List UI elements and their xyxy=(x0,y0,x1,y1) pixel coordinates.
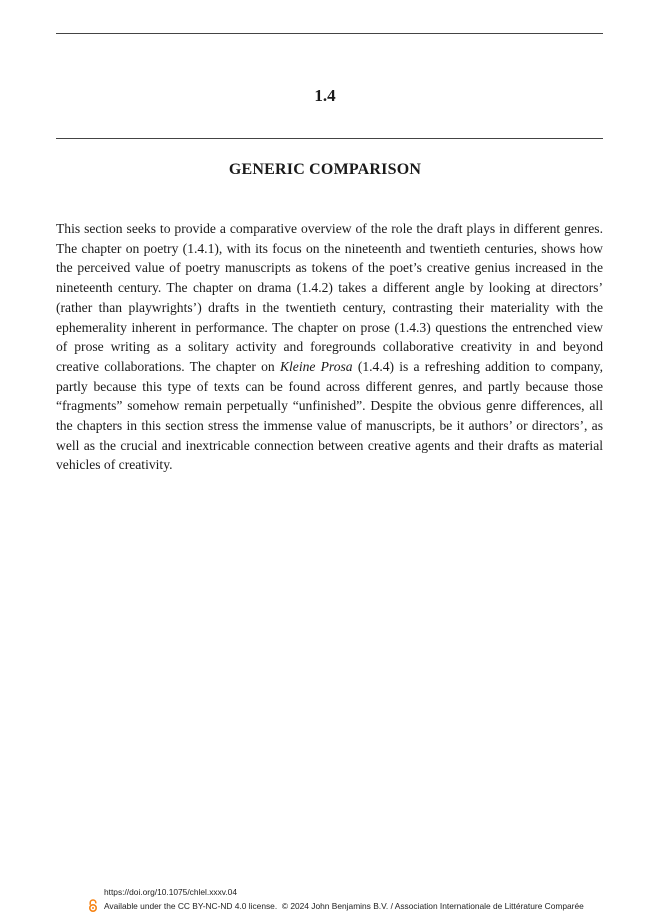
doi-link[interactable]: https://doi.org/10.1075/chlel.xxxv.04 xyxy=(104,887,237,897)
license-text[interactable]: Available under the CC BY-NC-ND 4.0 license. xyxy=(104,901,278,911)
body-paragraph xyxy=(56,219,603,475)
license-row xyxy=(88,899,584,913)
section-number: 1.4 xyxy=(314,86,336,105)
section-title: GENERIC COMPARISON xyxy=(228,161,422,178)
top-rule xyxy=(56,33,603,34)
copyright-text: © 2024 John Benjamins B.V. / Association Internationale de Littérature Comparée xyxy=(281,901,584,911)
body-text-part-1: This section seeks to provide a comparative overview of the role the draft plays in different genres. The chapter on poetry (1.4.1), with its focus on the nineteenth and twentieth centuries, shows how the perceived value of poetry manuscripts as tokens of the poet’s creative genius increased in the nineteenth century. The chapter on drama (1.4.2) takes a different angle by looking at directors’ (rather than playwrights’) drafts in the twentieth century, contrasting their materiality with the ephemerality inherent in performance. The chapter on prose (1.4.3) questions the entrenched view of prose writing as a solitary activity and foregrounds collaborative creativity in and beyond creative collaborations. The chapter on xyxy=(56,221,603,374)
body-text-italic: Kleine Prosa xyxy=(279,358,353,374)
open-access-icon xyxy=(88,899,98,912)
title-rule xyxy=(56,138,603,139)
body-text-part-2: (1.4.4) is a refreshing addition to company, partly because this type of texts can be found across different genres, and partly because those “fragments” somehow remain perpetually “unfinished”. Despite the obvious genre differences, all the chapters in this section stress the immense value of manuscripts, be it authors’ or directors’, as well as the crucial and inextricable connection between creative agents and their drafts as material vehicles of creativity. xyxy=(56,358,603,473)
